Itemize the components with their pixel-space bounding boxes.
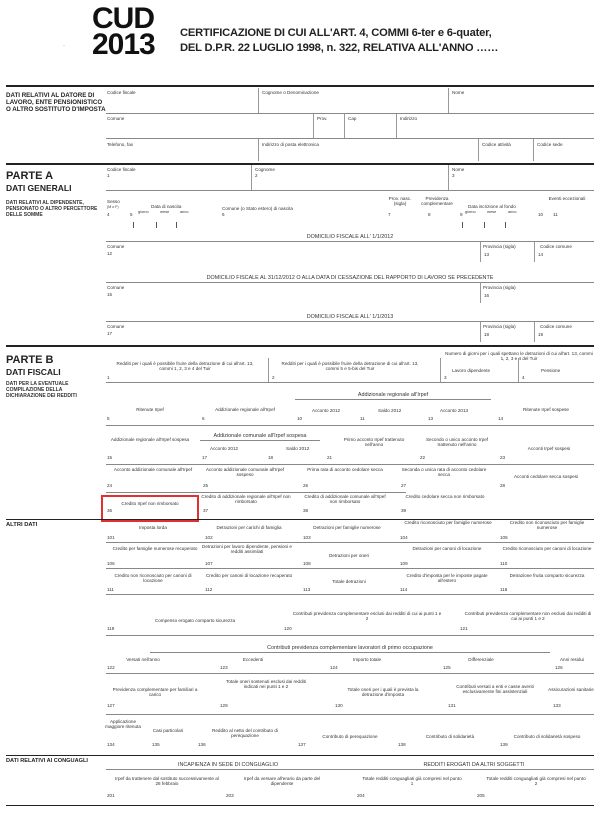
conguagli-title: DATI RELATIVI AI CONGUAGLI <box>6 758 88 764</box>
section-divider <box>6 85 594 87</box>
label-acconto-add-comunale-sospeso: Acconto addizionale comunale all'Irpef sospeso <box>205 467 285 477</box>
label-prima-rata-cedolare: Prima rata di acconto cedolare secca <box>307 467 383 472</box>
label-credito-add-comunale: Credito di addizionale comunale all'Irpef non rimborsato <box>304 494 386 504</box>
band-domicilio-2013: DOMICILIO FISCALE ALL' 1/1/2013 <box>306 314 394 320</box>
parte-b-title: PARTE B <box>6 354 54 366</box>
parte-b-subtitle: DATI FISCALI <box>6 367 61 377</box>
header-title-line1: CERTIFICAZIONE DI CUI ALL'ART. 4, COMMI 6-ter e 6-quater, <box>180 27 492 39</box>
section-datore-title: DATI RELATIVI AL DATORE DI LAVORO, ENTE PENSIONISTICO O ALTRO SOSTITUTO D'IMPOSTA <box>6 92 106 113</box>
label-credito-add-regionale: Credito di addizionale regionale all'Irpef non rimborsato <box>201 494 291 504</box>
logo-year: 2013 <box>92 28 155 61</box>
label-prov-nascita: Prov. nasc. (sigla) <box>388 196 412 206</box>
label-acconti-cedolare-sospesi: Acconti cedolare secca sospesi <box>513 474 579 479</box>
highlight-credito-irpef-box <box>101 495 199 522</box>
label-codice-fiscale: Codice fiscale <box>107 90 136 95</box>
label-indirizzo: Indirizzo <box>400 116 418 121</box>
label-comune: Comune <box>107 116 125 121</box>
logo-cud: CUD <box>92 2 154 35</box>
header-title-line2: DEL D.P.R. 22 LUGLIO 1998, n. 322, RELATIVA ALL'ANNO …… <box>180 42 499 54</box>
label-comune-nascita: Comune (o Stato estero) di nascita <box>222 206 293 211</box>
band-addizionale-comunale-sospesa: Addizionale comunale all'Irpef sospesa <box>213 433 307 439</box>
label-telefono-fax: Telefono, fax <box>107 142 134 147</box>
label-credito-irpef: Credito Irpef non rimborsato <box>121 501 179 506</box>
label-ritenute-irpef: Ritenute Irpef <box>136 407 164 412</box>
label-numero-giorni: Numero di giorni per i quali spettano le detrazioni di cui all'art. 13, commi 1, 2, 3 e 4 del Tuir <box>445 351 593 361</box>
label-cap: Cap <box>348 116 357 121</box>
label-secondo-acconto: Secondo o unico acconto Irpef trattenuto nell'anno <box>425 437 489 447</box>
label-cognome-denominazione: Cognome o Denominazione <box>262 90 319 95</box>
band-incapienza: INCAPIENZA IN SEDE DI CONGUAGLIO <box>177 762 279 768</box>
label-nome: Nome <box>452 90 465 95</box>
label-credito-cedolare: Credito cedolare secca non rimborsato <box>405 494 485 499</box>
label-redditi-13-5: Redditi per i quali è possibile fruire della detrazione di cui all'art. 13, commi 5 e 5-bis del Tuir <box>281 361 419 371</box>
band-domicilio-2012: DOMICILIO FISCALE ALL' 1/1/2012 <box>306 234 394 240</box>
label-codice-attivita: Codice attività <box>482 142 511 147</box>
label-acconti-sospesi: Acconti Irpef sospesi <box>527 446 571 451</box>
parte-a-title: PARTE A <box>6 170 54 182</box>
parte-a-section-title: DATI RELATIVI AL DIPENDENTE, PENSIONATO O ALTRO PERCETTORE DELLE SOMME <box>6 200 98 218</box>
label-a-codice-fiscale: Codice fiscale <box>107 167 136 172</box>
header-dot: · <box>63 43 65 49</box>
parte-a-subtitle: DATI GENERALI <box>6 183 72 193</box>
label-email: Indirizzo di posta elettronica <box>262 142 319 147</box>
label-data-iscrizione: Data iscrizione al fondo <box>468 204 516 209</box>
label-a-cognome: Cognome <box>255 167 275 172</box>
label-a-nome: Nome <box>452 167 465 172</box>
label-add-reg-sospesa: Addizionale regionale all'Irpef sospesa <box>110 437 190 442</box>
label-eventi: Eventi eccezionali <box>548 196 586 201</box>
label-ritenute-sospese: Ritenute Irpef sospese <box>523 407 569 412</box>
band-addizionale-regionale: Addizionale regionale all'Irpef <box>357 392 429 398</box>
band-contributi-primo-occupazione: Contributi previdenza complementare lavoratori di primo occupazione <box>267 645 433 651</box>
parte-b-section-title: DATI PER LA EVENTUALE COMPILAZIONE DELLA DICHIARAZIONE DEI REDDITI <box>6 381 77 399</box>
label-primo-acconto: Primo acconto Irpef trattenuto nell'anno <box>343 437 405 447</box>
label-prov: Prov. <box>317 116 328 121</box>
label-acconto-add-comunale: Acconto addizionale comunale all'Irpef <box>113 467 193 472</box>
label-sesso: Sesso <box>107 199 120 204</box>
band-domicilio-cessazione: DOMICILIO FISCALE AL 31/12/2012 O ALLA DATA DI CESSAZIONE DEL RAPPORTO DI LAVORO SE PRECEDENTE <box>206 275 494 281</box>
band-redditi-altri: REDDITI EROGATI DA ALTRI SOGGETTI <box>423 762 525 768</box>
label-addizionale-regionale: Addizionale regionale all'Irpef <box>215 407 275 412</box>
label-redditi-13-4: Redditi per i quali è possibile fruire della detrazione di cui all'art. 13, commi 1, 2, 3 e 4 del Tuir <box>116 361 254 371</box>
altri-dati-title: ALTRI DATI <box>6 522 38 528</box>
label-data-nascita: Data di nascita <box>151 204 182 209</box>
label-previdenza: Previdenza complementare <box>421 196 453 206</box>
label-codice-sede: Codice sede <box>537 142 563 147</box>
label-seconda-rata-cedolare: Seconda o unica rata di acconto cedolare secca <box>401 467 487 477</box>
